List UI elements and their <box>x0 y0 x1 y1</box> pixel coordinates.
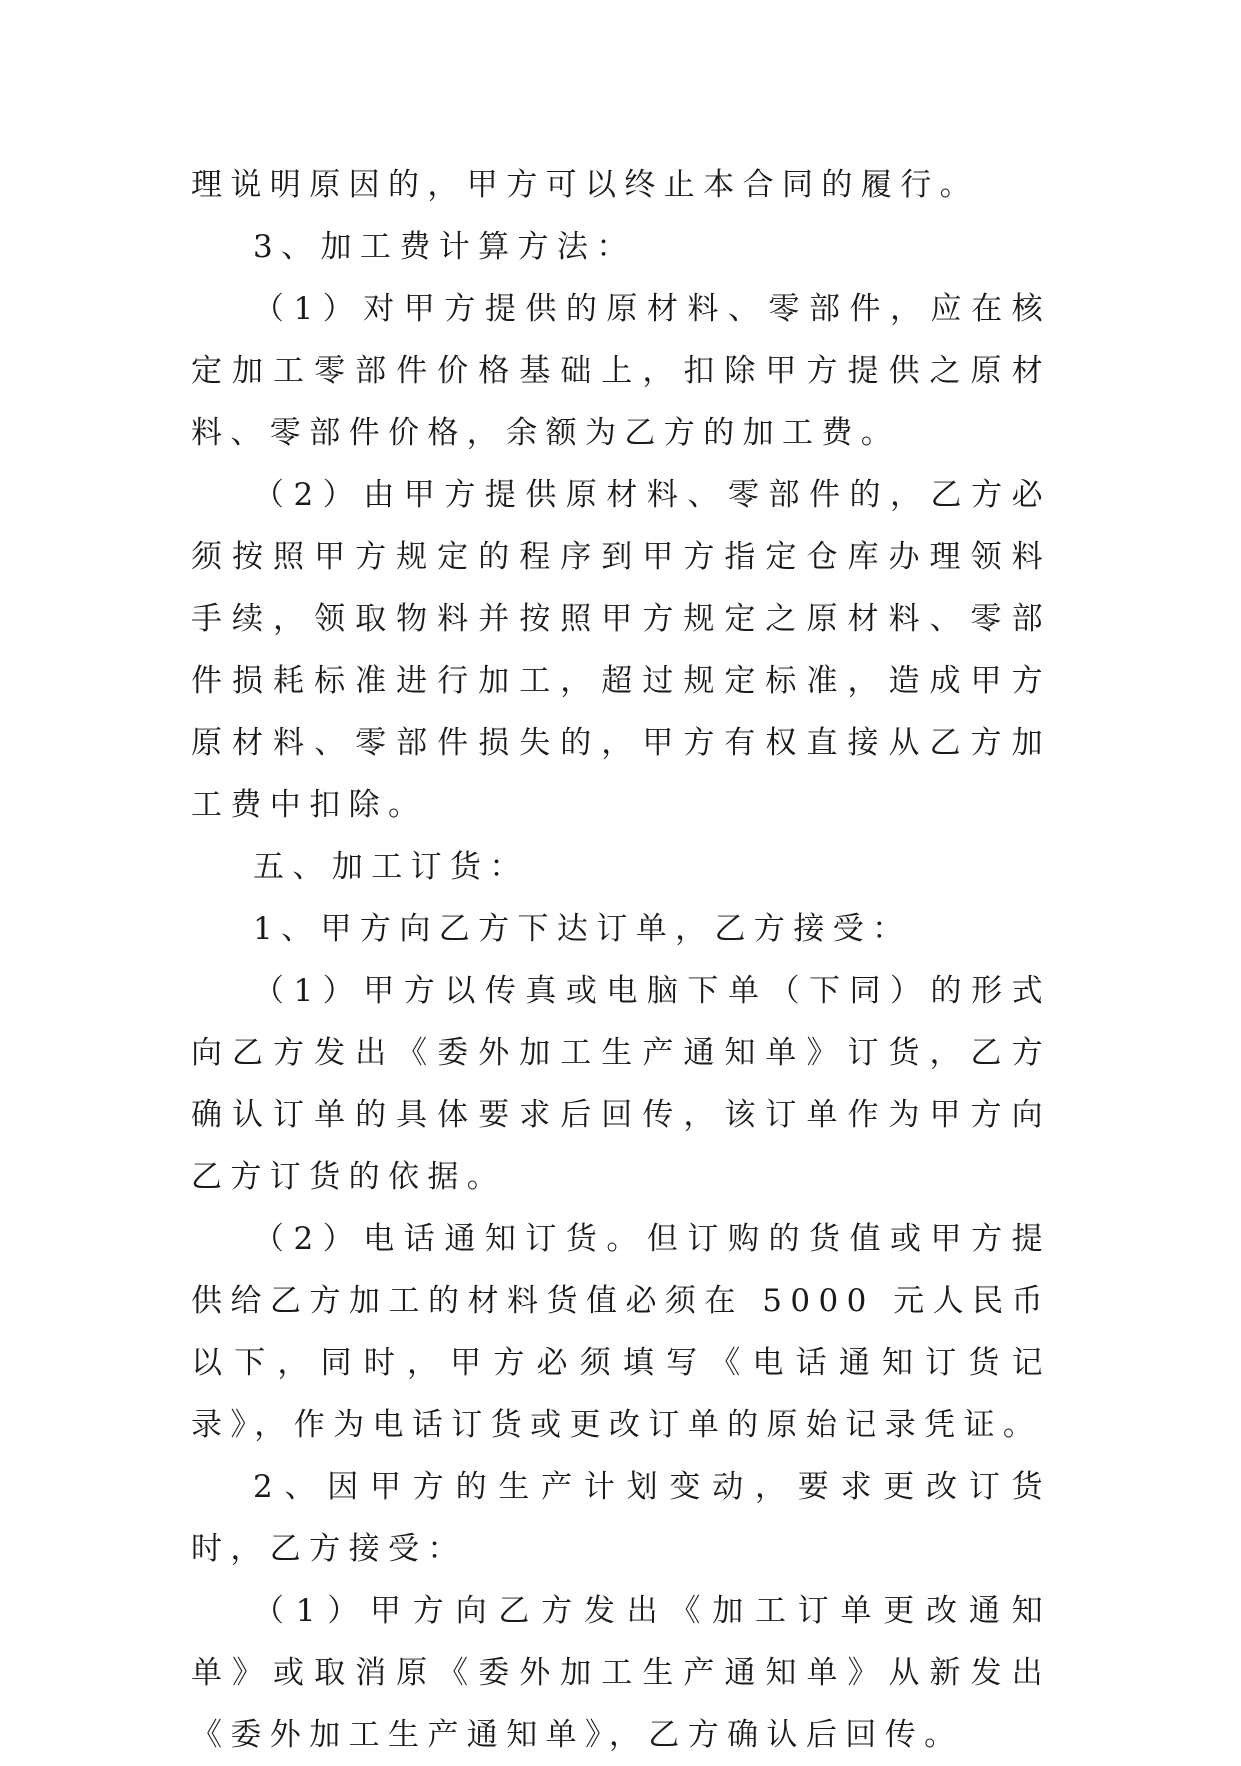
heading-processing-order: 五、加工订货： <box>253 849 529 885</box>
heading-order-issue: 1、甲方向乙方下达订单，乙方接受： <box>253 911 912 947</box>
paragraph-change-item-1: （1）甲方向乙方发出《加工订单更改通知单》或取消原《委外加工生产通知单》从新发出《委外加工生产通知单》，乙方确认后回传。 <box>191 1593 1051 1753</box>
paragraph-fee-item-1: （1）对甲方提供的原材料、零部件，应在核定加工零部件价格基础上，扣除甲方提供之原材料、零部件价格，余额为乙方的加工费。 <box>191 291 1051 451</box>
paragraph-order-item-1: （1）甲方以传真或电脑下单（下同）的形式向乙方发出《委外加工生产通知单》订货，乙方确认订单的具体要求后回传，该订单作为甲方向乙方订货的依据。 <box>191 973 1051 1195</box>
paragraph-termination-clause: 理说明原因的，甲方可以终止本合同的履行。 <box>191 167 979 203</box>
heading-order-change: 2、因甲方的生产计划变动，要求更改订货时，乙方接受： <box>191 1469 1051 1567</box>
paragraph-fee-item-2: （2）由甲方提供原材料、零部件的，乙方必须按照甲方规定的程序到甲方指定仓库办理领料手续，领取物料并按照甲方规定之原材料、零部件损耗标准进行加工，超过规定标准，造成甲方原材料、零部件损失的，甲方有权直接从乙方加工费中扣除。 <box>191 477 1051 823</box>
paragraph-order-item-2: （2）电话通知订货。但订购的货值或甲方提供给乙方加工的材料货值必须在 5000 元人民币以下，同时，甲方必须填写《电话通知订货记录》，作为电话订货或更改订单的原始记录凭证。 <box>191 1221 1051 1443</box>
heading-fee-calculation: 3、加工费计算方法： <box>253 229 636 265</box>
document-body <box>191 154 1051 1766</box>
